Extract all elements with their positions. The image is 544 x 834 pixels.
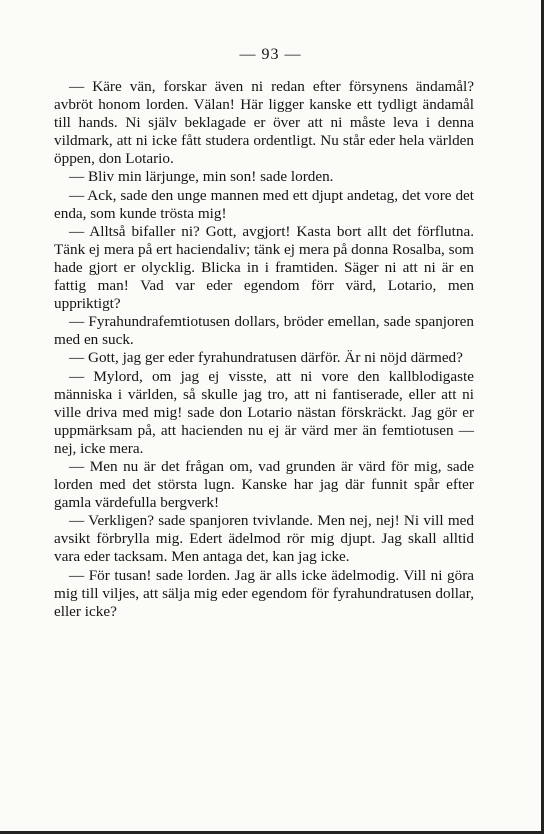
paragraph: — Men nu är det frågan om, vad grunden är värd för mig, sade lorden med det största lugn. Kanske har jag där funnit spår efter gamla värdefulla bergverk! — [54, 457, 474, 512]
paragraph: — Käre vän, forskar även ni redan efter försynens ändamål? avbröt honom lorden. Välan! Här ligger kanske ett tydligt ändamål till hands. Ni själv beklagade er över att ni måste leva i denna vildmark, att ni icke fått studera ordentligt. Nu står eder hela världen öppen, don Lotario. — [54, 78, 474, 168]
body-text — [54, 78, 474, 621]
paragraph: — Alltså bifaller ni? Gott, avgjort! Kasta bort allt det förflutna. Tänk ej mera på ert haciendaliv; tänk ej mera på donna Rosalba, som hade gjort er olycklig. Blicka in i framtiden. Säger ni att ni är en fattig man! Vad var eder egendom förr värd, Lotario, men uppriktigt? — [54, 222, 474, 313]
paragraph: — Ack, sade den unge mannen med ett djupt andetag, det vore det enda, som kunde trösta mig! — [54, 186, 474, 222]
paragraph: — Gott, jag ger eder fyrahundratusen därför. Är ni nöjd därmed? — [69, 349, 463, 367]
paragraph: — Verkligen? sade spanjoren tvivlande. Men nej, nej! Ni vill med avsikt förbrylla mig. Edert ädelmod rör mig djupt. Jag skall alltid vara eder tacksam. Men antaga det, kan jag icke. — [54, 512, 474, 566]
paragraph: — Fyrahundrafemtiotusen dollars, bröder emellan, sade spanjoren med en suck. — [54, 313, 474, 349]
page-number: — 93 — — [239, 46, 302, 63]
paragraph: — För tusan! sade lorden. Jag är alls icke ädelmodig. Vill ni göra mig till viljes, att sälja mig eder egendom för fyrahundratusen dollar, eller icke? — [54, 566, 474, 620]
paragraph: — Bliv min lärjunge, min son! sade lorden. — [69, 168, 334, 186]
paragraph: — Mylord, om jag ej visste, att ni vore den kallblodigaste människa i världen, så skulle jag tro, att ni fantiserade, eller att ni ville driva med mig! sade don Lotario nästan förskräckt. Jag gör er uppmärksam på, att hacienden nu ej är värd mer än femtiotusen — nej, icke mera. — [54, 367, 474, 457]
